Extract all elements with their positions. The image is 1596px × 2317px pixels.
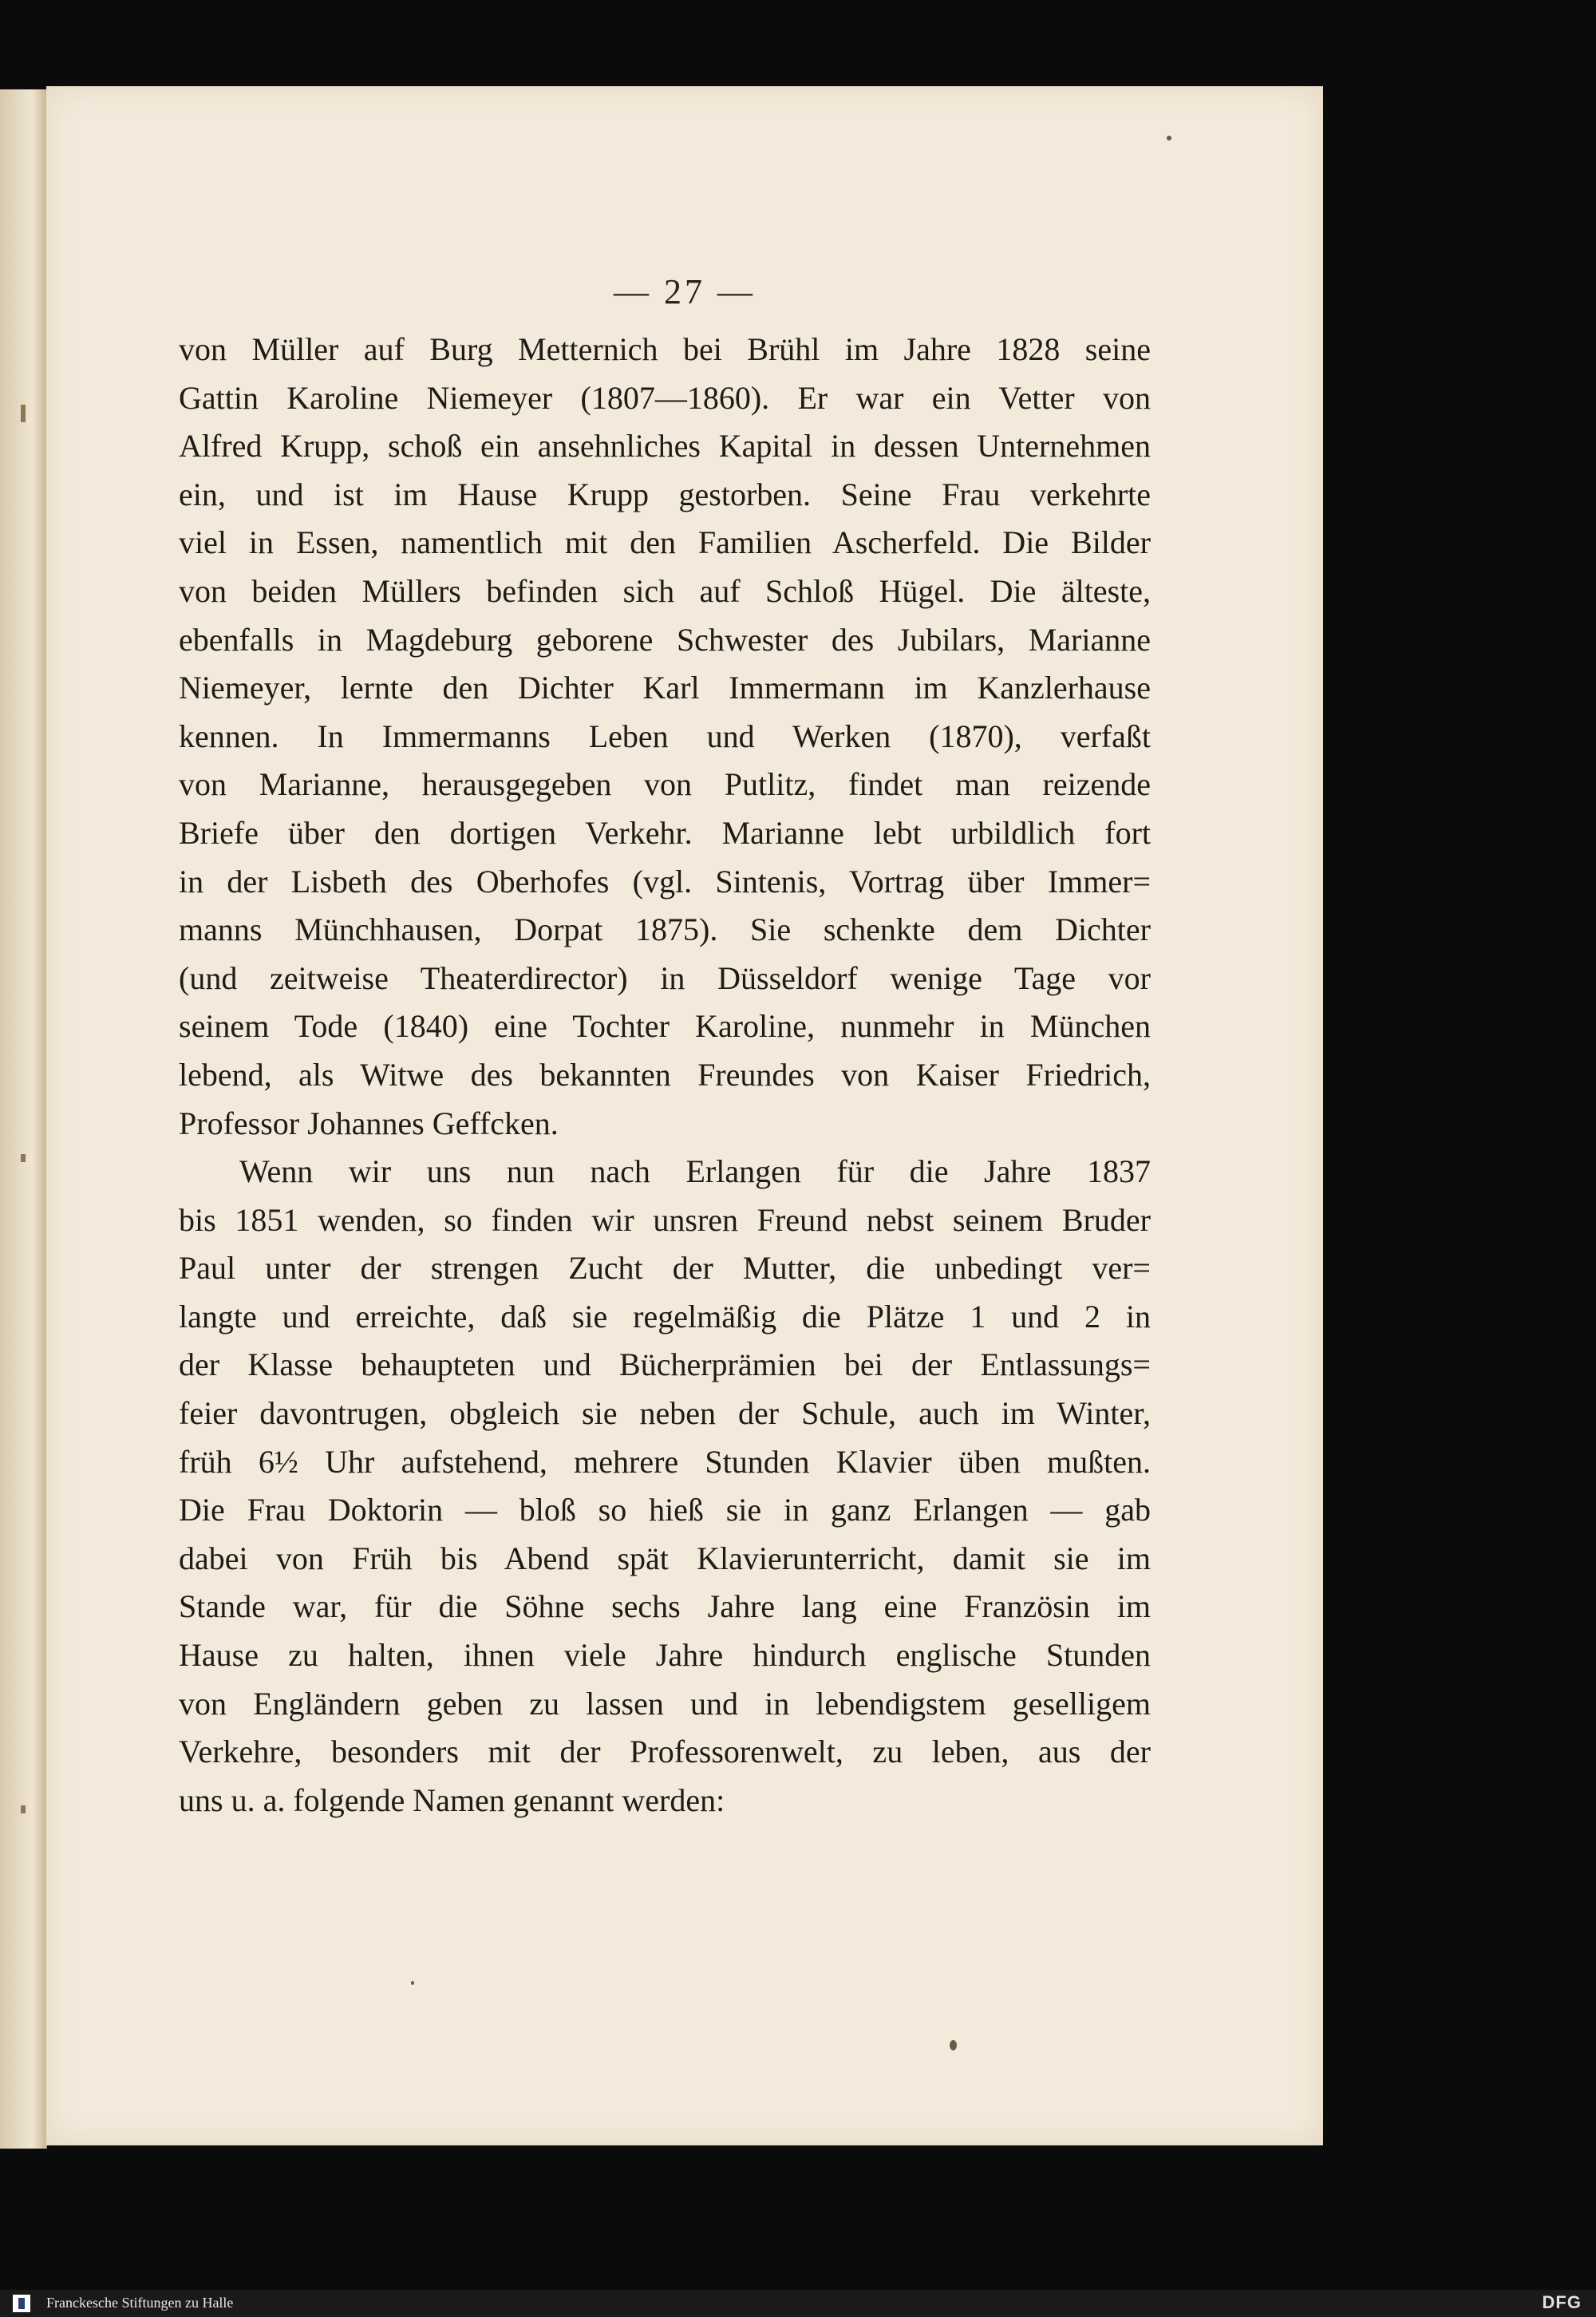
text-line: manns Münchhausen, Dorpat 1875). Sie schenkte dem Dichter xyxy=(179,911,1151,948)
text-line: ebenfalls in Magdeburg geborene Schwester des Jubilars, Marianne xyxy=(179,621,1151,658)
page-mark xyxy=(21,1805,26,1813)
text-line: kennen. In Immermanns Leben und Werken (1870), verfaßt xyxy=(179,718,1151,754)
text-line: Paul unter der strengen Zucht der Mutter, die unbedingt ver= xyxy=(179,1250,1151,1287)
paper-speck xyxy=(1167,136,1171,140)
text-line: viel in Essen, namentlich mit den Familien Ascherfeld. Die Bilder xyxy=(179,524,1151,561)
page-number: — 27 — xyxy=(614,272,756,311)
text-line: früh 6½ Uhr aufstehend, mehrere Stunden Klavier üben mußten. xyxy=(179,1443,1151,1480)
text-line: in der Lisbeth des Oberhofes (vgl. Sintenis, Vortrag über Immer= xyxy=(179,863,1151,900)
text-line: Stande war, für die Söhne sechs Jahre lang eine Französin im xyxy=(179,1588,1151,1625)
text-line: seinem Tode (1840) eine Tochter Karoline, nunmehr in München xyxy=(179,1008,1151,1045)
text-line: ein, und ist im Hause Krupp gestorben. Seine Frau verkehrte xyxy=(179,476,1151,512)
text-line: langte und erreichte, daß sie regelmäßig die Plätze 1 und 2 in xyxy=(179,1298,1151,1334)
page-mark xyxy=(21,1154,26,1162)
text-line: von Engländern geben zu lassen und in lebendigstem geselligem xyxy=(179,1685,1151,1722)
text-line: Hause zu halten, ihnen viele Jahre hindurch englische Stunden xyxy=(179,1637,1151,1674)
text-line: Briefe über den dortigen Verkehr. Marianne lebt urbildlich fort xyxy=(179,814,1151,851)
paper-speck xyxy=(950,2040,957,2050)
institution-name: Franckesche Stiftungen zu Halle xyxy=(46,2295,234,2311)
text-line: (und zeitweise Theaterdirector) in Düsseldorf wenige Tage vor xyxy=(179,959,1151,996)
paragraph-start-line: Wenn wir uns nun nach Erlangen für die Jahre 1837 xyxy=(239,1153,1151,1190)
left-page-edge xyxy=(0,89,47,2149)
text-line: der Klasse behaupteten und Bücherprämien bei der Entlassungs= xyxy=(179,1346,1151,1383)
text-line: bis 1851 wenden, so finden wir unsren Freund nebst seinem Bruder xyxy=(179,1201,1151,1238)
book-page xyxy=(46,86,1323,2145)
text-line: von Marianne, herausgegeben von Putlitz, findet man reizende xyxy=(179,766,1151,803)
text-line: dabei von Früh bis Abend spät Klavierunterricht, damit sie im xyxy=(179,1540,1151,1576)
text-line: von Müller auf Burg Metternich bei Brühl im Jahre 1828 seine xyxy=(179,331,1151,367)
page-mark xyxy=(21,405,26,422)
paragraph-end-line: uns u. a. folgende Namen genannt werden: xyxy=(179,1781,725,1818)
text-line: Alfred Krupp, schoß ein ansehnliches Kapital in dessen Unternehmen xyxy=(179,428,1151,465)
text-line: Gattin Karoline Niemeyer (1807—1860). Er war ein Vetter von xyxy=(179,379,1151,416)
text-line: Verkehre, besonders mit der Professorenwelt, zu leben, aus der xyxy=(179,1734,1151,1770)
institution-logo-icon xyxy=(13,2295,30,2312)
footer-bar xyxy=(0,2290,1596,2317)
text-line: lebend, als Witwe des bekannten Freundes von Kaiser Friedrich, xyxy=(179,1056,1151,1093)
paper-speck xyxy=(411,1981,414,1985)
body-text xyxy=(179,326,1151,1825)
text-line: Niemeyer, lernte den Dichter Karl Immermann im Kanzlerhause xyxy=(179,670,1151,706)
dfg-logo: DFG xyxy=(1542,2292,1582,2312)
paragraph-end-line: Professor Johannes Geffcken. xyxy=(179,1105,559,1141)
text-line: feier davontrugen, obgleich sie neben der Schule, auch im Winter, xyxy=(179,1395,1151,1432)
text-line: Die Frau Doktorin — bloß so hieß sie in ganz Erlangen — gab xyxy=(179,1492,1151,1528)
text-line: von beiden Müllers befinden sich auf Schloß Hügel. Die älteste, xyxy=(179,572,1151,609)
